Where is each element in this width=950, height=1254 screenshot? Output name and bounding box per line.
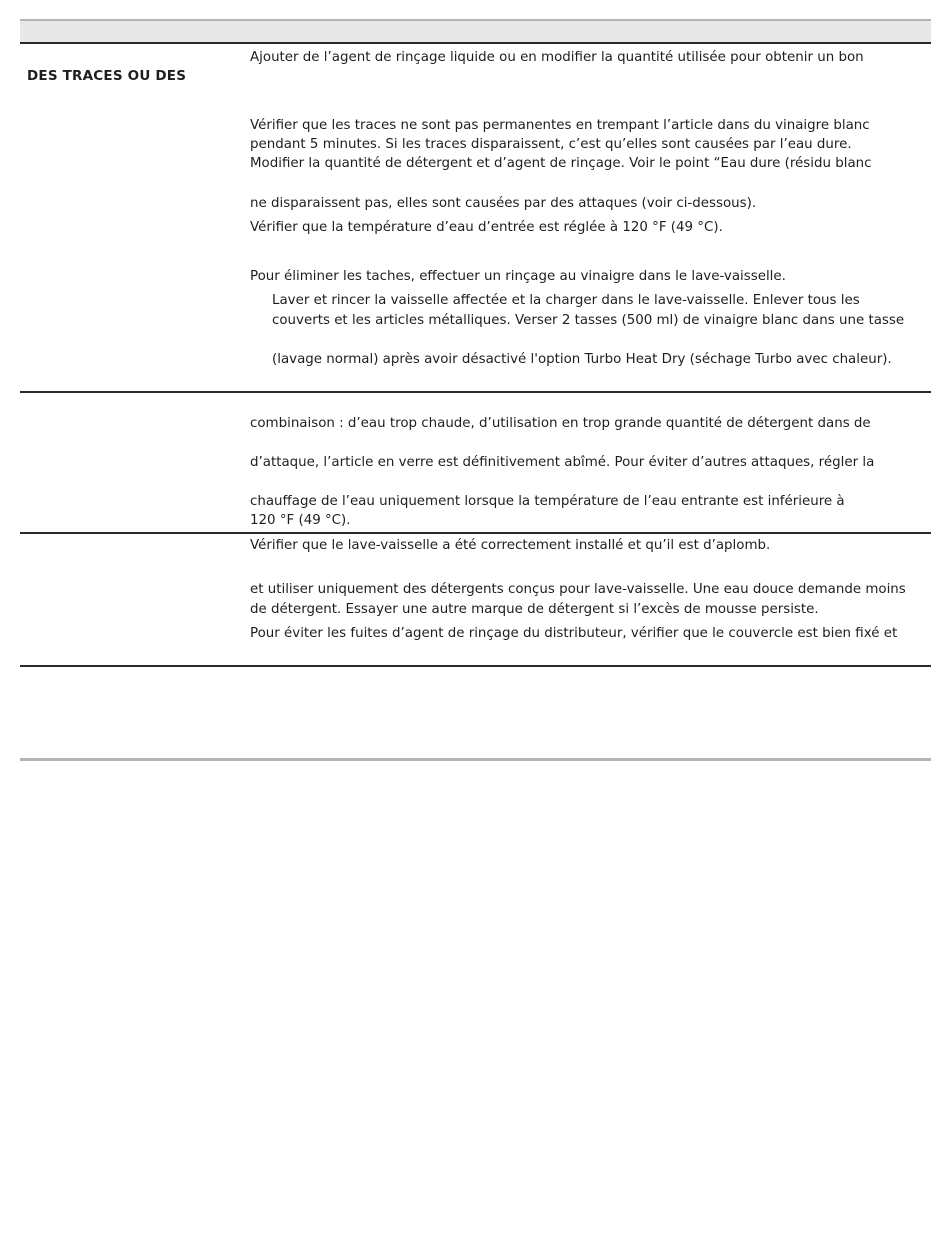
- solution-line: 120 °F (49 °C).: [250, 513, 351, 528]
- solution-line: Vérifier que le lave-vaisselle a été correctement installé et qu’il est d’aplomb.: [250, 538, 771, 553]
- section-divider: [20, 532, 931, 534]
- problem-label-spots: DES TRACES OU DES: [27, 68, 187, 84]
- solution-line: Pour éliminer les taches, effectuer un rinçage au vinaigre dans le lave-vaisselle.: [250, 269, 786, 284]
- section-divider: [20, 665, 931, 667]
- solution-substep-line: Laver et rincer la vaisselle affectée et la charger dans le lave-vaisselle. Enlever tous les: [272, 293, 860, 308]
- solution-line: et utiliser uniquement des détergents conçus pour lave-vaisselle. Une eau douce demande moins: [250, 582, 906, 597]
- solution-substep-line: couverts et les articles métalliques. Verser 2 tasses (500 ml) de vinaigre blanc dans une tasse: [272, 313, 905, 328]
- table-header-band: [20, 19, 931, 44]
- solution-line: Ajouter de l’agent de rinçage liquide ou en modifier la quantité utilisée pour obtenir un bon: [250, 50, 864, 65]
- solution-line: Modifier la quantité de détergent et d’agent de rinçage. Voir le point “Eau dure (résidu blanc: [250, 156, 872, 171]
- table-bottom-rule: [20, 758, 931, 761]
- solution-line: de détergent. Essayer une autre marque de détergent si l’excès de mousse persiste.: [250, 602, 819, 617]
- solution-line: Pour éviter les fuites d’agent de rinçage du distributeur, vérifier que le couvercle est bien fixé et: [250, 626, 898, 641]
- solution-line: d’attaque, l’article en verre est définitivement abîmé. Pour éviter d’autres attaques, régler la: [250, 455, 875, 470]
- solution-line: chauffage de l’eau uniquement lorsque la température de l’eau entrante est inférieure à: [250, 494, 845, 509]
- solution-line: ne disparaissent pas, elles sont causées par des attaques (voir ci-dessous).: [250, 196, 757, 211]
- solution-line: Vérifier que les traces ne sont pas permanentes en trempant l’article dans du vinaigre blanc: [250, 118, 870, 133]
- solution-line: pendant 5 minutes. Si les traces disparaissent, c’est qu’elles sont causées par l’eau dure.: [250, 137, 852, 152]
- solution-substep-line: (lavage normal) après avoir désactivé l'option Turbo Heat Dry (séchage Turbo avec chaleur).: [272, 352, 892, 367]
- section-divider: [20, 391, 931, 393]
- solution-line: Vérifier que la température d’eau d’entrée est réglée à 120 °F (49 °C).: [250, 220, 723, 235]
- solution-line: combinaison : d’eau trop chaude, d’utilisation en trop grande quantité de détergent dans de: [250, 416, 871, 431]
